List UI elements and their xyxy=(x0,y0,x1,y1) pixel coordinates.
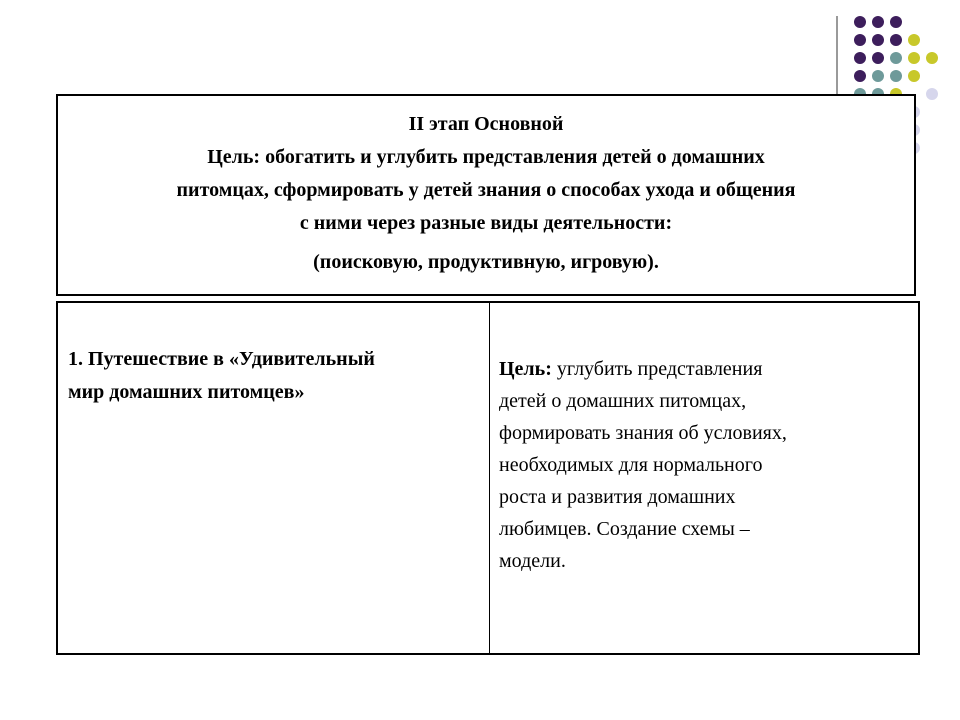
activity-goal-line-5: роста и развития домашних xyxy=(499,486,736,508)
activity-goal-line-7: модели. xyxy=(499,550,566,572)
activity-goal-line-3: формировать знания об условиях, xyxy=(499,422,787,444)
stage-goal-line-1: Цель: обогатить и углубить представления детей о домашних xyxy=(207,146,765,168)
decorative-dot xyxy=(854,34,866,46)
decorative-dot xyxy=(854,52,866,64)
activity-goal-line-1: углубить представления xyxy=(556,358,763,380)
stage-goal-line-3: с ними через разные виды деятельности: xyxy=(299,212,673,234)
decorative-dot xyxy=(890,70,902,82)
activity-goal-line-4: необходимых для нормального xyxy=(499,454,763,476)
activity-goal-line-6: любимцев. Создание схемы – xyxy=(499,518,750,540)
decorative-dot xyxy=(854,16,866,28)
decorative-dot xyxy=(908,52,920,64)
activity-title-line-1: 1. Путешествие в «Удивительный xyxy=(68,348,375,370)
activity-table xyxy=(56,301,920,655)
decorative-dot xyxy=(890,16,902,28)
decorative-dot xyxy=(926,88,938,100)
decorative-dot xyxy=(908,70,920,82)
activity-goal-cell xyxy=(499,353,899,577)
decorative-dot xyxy=(872,16,884,28)
activity-goal-label: Цель: xyxy=(499,358,552,380)
stage-header-text xyxy=(58,108,914,279)
activity-title-line-2: мир домашних питомцев» xyxy=(68,381,305,403)
stage-goal-line-2: питомцах, сформировать у детей знания о способах ухода и общения xyxy=(176,179,796,201)
decorative-dot xyxy=(872,70,884,82)
activity-goal-line-2: детей о домашних питомцах, xyxy=(499,390,747,412)
activity-title-cell xyxy=(68,343,483,409)
decorative-dot xyxy=(890,52,902,64)
stage-header-box xyxy=(56,94,916,296)
decorative-dot xyxy=(890,34,902,46)
table-column-divider xyxy=(489,303,490,653)
decorative-dot xyxy=(872,52,884,64)
decorative-dot xyxy=(854,70,866,82)
decorative-dot xyxy=(908,34,920,46)
stage-goal-line-4: (поисковую, продуктивную, игровую). xyxy=(313,251,659,273)
stage-title: II этап Основной xyxy=(408,113,564,135)
decorative-dot xyxy=(926,52,938,64)
decorative-dot xyxy=(872,34,884,46)
